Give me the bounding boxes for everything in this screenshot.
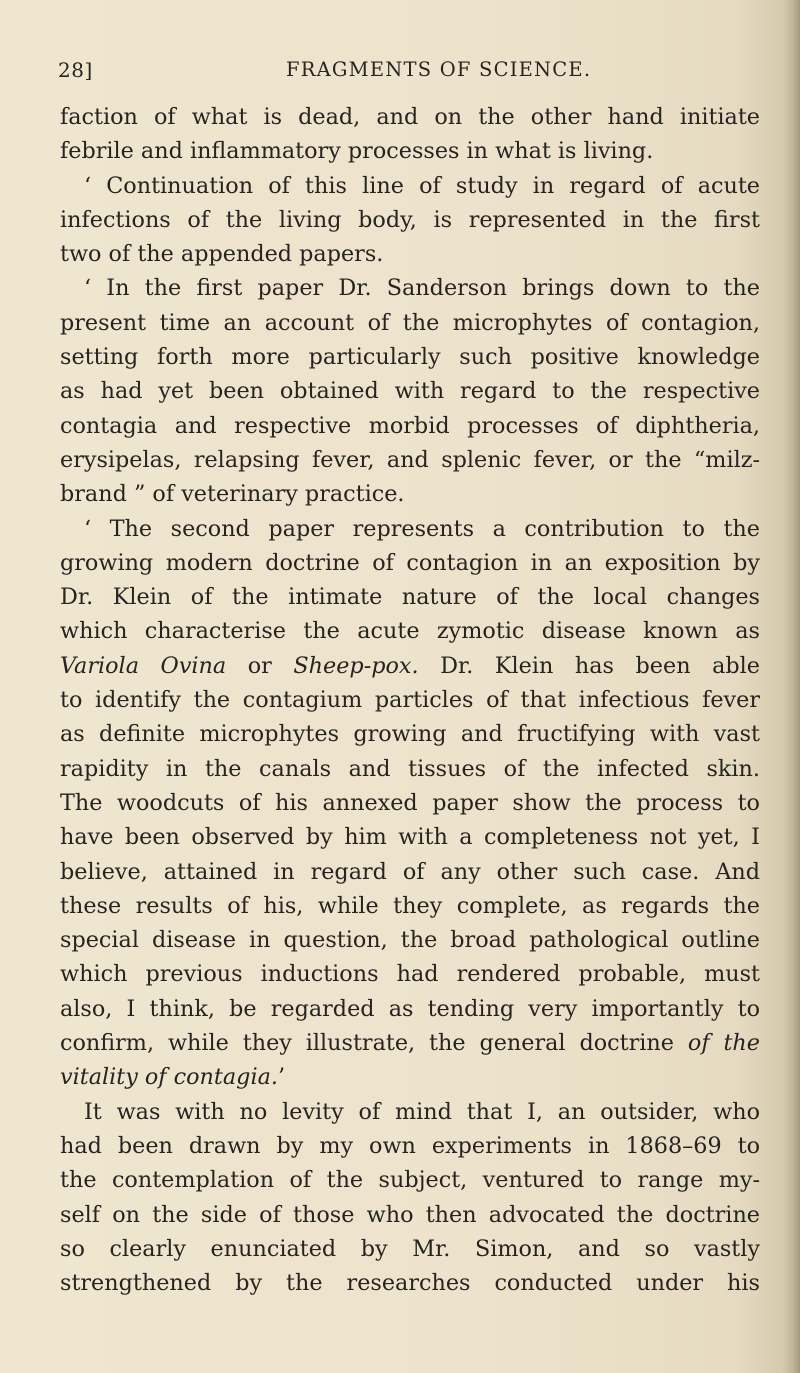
text-line: special disease in question, the broad pathological outline: [60, 927, 760, 954]
text-line: It was with no levity of mind that I, an outsider, who: [84, 1098, 760, 1125]
text-line: febrile and inflammatory processes in what is living.: [60, 138, 654, 165]
text-line: ‘ Continuation of this line of study in regard of acute: [84, 172, 760, 199]
text-line: brand ” of veterinary practice.: [60, 481, 405, 508]
text-span: Dr. Klein has been able: [418, 652, 760, 679]
text-line: infections of the living body, is represented in the first: [60, 206, 760, 233]
italic-term: Sheep-pox.: [293, 652, 419, 679]
page-number: 28]: [58, 58, 93, 82]
text-line: present time an account of the microphytes of contagion,: [60, 309, 760, 336]
text-line: faction of what is dead, and on the other hand initiate: [60, 104, 760, 130]
text-line: also, I think, be regarded as tending very importantly to: [60, 995, 760, 1022]
running-header: [58, 58, 618, 90]
text-line: strengthened by the researches conducted under his: [60, 1270, 760, 1297]
running-head-title: FRAGMENTS OF SCIENCE.: [286, 58, 592, 81]
text-line: believe, attained in regard of any other such case. And: [60, 858, 760, 885]
text-line: had been drawn by my own experiments in 1868–69 to: [60, 1132, 760, 1159]
text-line: so clearly enunciated by Mr. Simon, and so vastly: [60, 1235, 760, 1262]
text-line: these results of his, while they complete, as regards the: [60, 892, 760, 919]
text-span: confirm, while they illustrate, the general doctrine: [60, 1030, 674, 1057]
text-line: have been observed by him with a completeness not yet, I: [60, 824, 760, 851]
text-line: two of the appended papers.: [60, 241, 384, 268]
italic-term: vitality of contagia.: [60, 1064, 278, 1091]
text-line: The woodcuts of his annexed paper show the process to: [60, 789, 760, 816]
text-line: [60, 649, 760, 683]
text-line: growing modern doctrine of contagion in an exposition by: [60, 549, 760, 576]
text-line: to identify the contagium particles of that infectious fever: [60, 687, 760, 714]
italic-term: Variola Ovina: [60, 652, 227, 679]
text-line: erysipelas, relapsing fever, and splenic fever, or the “milz-: [60, 446, 760, 473]
text-line: as had yet been obtained with regard to the respective: [60, 378, 760, 405]
text-line: ‘ In the first paper Dr. Sanderson brings down to the: [84, 275, 760, 302]
page-edge-shadow: [782, 0, 800, 1373]
text-line: [60, 1060, 760, 1094]
text-line: as definite microphytes growing and fructifying with vast: [60, 721, 760, 748]
text-line: the contemplation of the subject, ventured to range my-: [60, 1167, 760, 1194]
text-span: or: [226, 652, 294, 679]
text-line: ‘ The second paper represents a contribution to the: [84, 515, 760, 542]
text-line: self on the side of those who then advocated the doctrine: [60, 1201, 760, 1228]
text-line: rapidity in the canals and tissues of the infected skin.: [60, 755, 760, 782]
text-line: [60, 1026, 760, 1060]
text-line: which previous inductions had rendered probable, must: [60, 961, 760, 988]
italic-term: of the: [687, 1030, 760, 1057]
text-line: setting forth more particularly such positive knowledge: [60, 344, 760, 371]
body-text: [60, 100, 760, 1300]
text-line: which characterise the acute zymotic disease known as: [60, 618, 760, 645]
text-line: contagia and respective morbid processes of diphtheria,: [60, 412, 760, 439]
text-line: Dr. Klein of the intimate nature of the local changes: [60, 584, 760, 611]
text-span: ’: [277, 1064, 286, 1091]
